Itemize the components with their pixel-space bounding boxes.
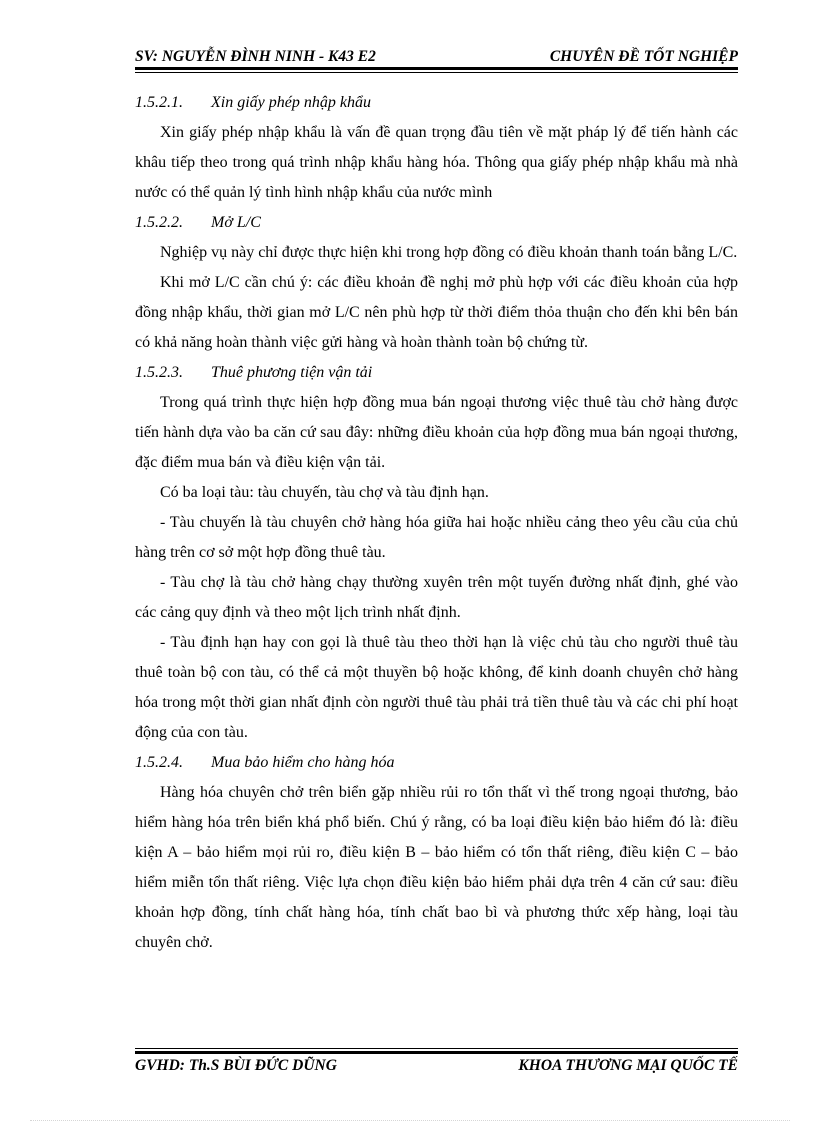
section-number: 1.5.2.2. xyxy=(135,214,183,231)
section-title: Mở L/C xyxy=(211,214,261,231)
section-number: 1.5.2.1. xyxy=(135,94,183,111)
page-footer xyxy=(135,1057,738,1077)
section-title: Thuê phương tiện vận tải xyxy=(211,364,373,381)
footer-rule-thick xyxy=(135,1051,738,1054)
paragraph: Xin giấy phép nhập khẩu là vấn đề quan trọng đầu tiên về mặt pháp lý để tiến hành các khâu tiếp theo trong quá trình nhập khẩu hàng hóa. Thông qua giấy phép nhập khẩu mà nhà nước có thể quản lý tình hình nhập khẩu của nước mình xyxy=(135,124,738,201)
header-rule-thick xyxy=(135,67,738,70)
list-item: - Tàu chuyến là tàu chuyên chở hàng hóa giữa hai hoặc nhiều cảng theo yêu cầu của chủ hàng trên cơ sở một hợp đồng thuê tàu. xyxy=(135,514,738,561)
header-title: CHUYÊN ĐỀ TỐT NGHIỆP xyxy=(549,48,738,65)
section-heading xyxy=(135,358,738,388)
section-title: Xin giấy phép nhập khẩu xyxy=(211,94,371,111)
footer-faculty: KHOA THƯƠNG MẠI QUỐC TẾ xyxy=(518,1057,738,1074)
paragraph: Nghiệp vụ này chỉ được thực hiện khi trong hợp đồng có điều khoản thanh toán bằng L/C. xyxy=(160,244,738,261)
section-heading xyxy=(135,208,738,238)
list-item: - Tàu chợ là tàu chở hàng chạy thường xuyên trên một tuyến đường nhất định, ghé vào các cảng quy định và theo một lịch trình nhất định. xyxy=(135,574,738,621)
header-student: SV: NGUYỄN ĐÌNH NINH - K43 E2 xyxy=(135,48,376,65)
paragraph: Trong quá trình thực hiện hợp đồng mua bán ngoại thương việc thuê tàu chở hàng được tiến hành dựa vào ba căn cứ sau đây: những điều khoản của hợp đồng mua bán ngoại thương, đặc điểm mua bán và điều kiện vận tải. xyxy=(135,394,738,471)
section-heading xyxy=(135,748,738,778)
footer-rule-thin xyxy=(135,1048,738,1049)
list-item: - Tàu định hạn hay con gọi là thuê tàu theo thời hạn là việc chủ tàu cho người thuê tàu thuê toàn bộ con tàu, có thể cả một thuyền bộ hoặc không, để kinh doanh chuyên chở hàng hóa trong một thời gian nhất định còn người thuê tàu phải trả tiền thuê tàu và các chi phí hoạt động của con tàu. xyxy=(135,634,738,741)
document-body xyxy=(135,88,738,958)
header-rule-thin xyxy=(135,72,738,73)
paragraph: Khi mở L/C cần chú ý: các điều khoản đề nghị mở phù hợp với các điều khoản của hợp đồng nhập khẩu, thời gian mở L/C nên phù hợp từ thời điểm thỏa thuận cho đến khi bên bán có khả năng hoàn thành việc gửi hàng và hoàn thành toàn bộ chứng từ. xyxy=(135,274,738,351)
paragraph: Hàng hóa chuyên chở trên biển gặp nhiều rủi ro tổn thất vì thế trong ngoại thương, bảo hiểm hàng hóa trên biển khá phổ biến. Chú ý rằng, có ba loại điều kiện bảo hiểm đó là: điều kiện A – bảo hiểm mọi rủi ro, điều kiện B – bảo hiểm có tổn thất riêng, điều kiện C – bảo hiểm miễn tổn thất riêng. Việc lựa chọn điều kiện bảo hiểm phải dựa trên 4 căn cứ sau: điều khoản hợp đồng, tính chất hàng hóa, tính chất bao bì và phương thức xếp hàng, loại tàu chuyên chở. xyxy=(135,784,738,951)
section-number: 1.5.2.3. xyxy=(135,364,183,381)
section-number: 1.5.2.4. xyxy=(135,754,183,771)
section-heading xyxy=(135,88,738,118)
footer-advisor: GVHD: Th.S BÙI ĐỨC DŨNG xyxy=(135,1057,337,1074)
page-header xyxy=(135,48,738,68)
paragraph: Có ba loại tàu: tàu chuyến, tàu chợ và tàu định hạn. xyxy=(160,484,489,501)
page-edge-dotted-line xyxy=(30,1120,790,1121)
section-title: Mua bảo hiểm cho hàng hóa xyxy=(211,754,395,771)
